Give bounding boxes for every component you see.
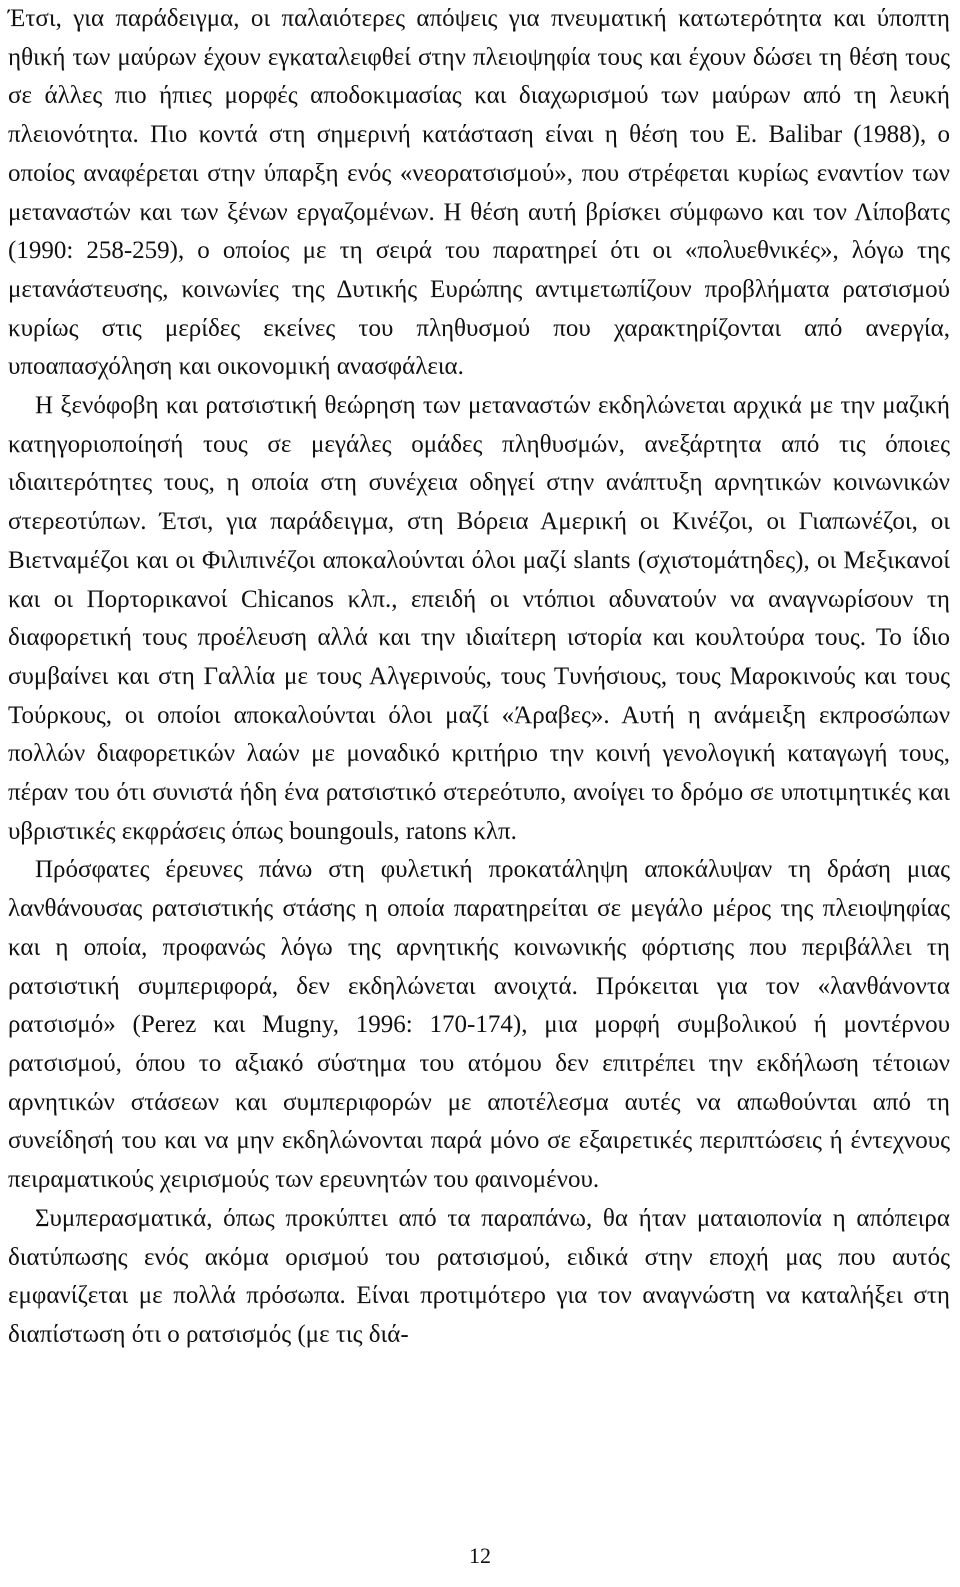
- paragraph-3: Πρόσφατες έρευνες πάνω στη φυλετική προκατάληψη αποκάλυψαν τη δράση μιας λανθάνουσας ρατσιστικής στάσης η οποία παρατηρείται σε μεγάλο μέρος της πλειοψηφίας και η οποία, προφανώς λόγω της αρνητικής κοινωνικής φόρτισης που περιβάλλει τη ρατσιστική συμπεριφορά, δεν εκδηλώνεται ανοιχτά. Πρόκειται για τον «λανθάνοντα ρατσισμό» (Perez και Mugny, 1996: 170-174), μια μορφή συμβολικού ή μοντέρνου ρατσισμού, όπου το αξιακό σύστημα του ατόμου δεν επιτρέπει την εκδήλωση τέτοιων αρνητικών στάσεων και συμπεριφορών με αποτέλεσμα αυτές να απωθούνται από τη συνείδησή του και να μην εκδηλώνονται παρά μόνο σε εξαιρετικές περιπτώσεις ή έντεχνους πειραματικούς χειρισμούς των ερευνητών του φαινομένου.: [8, 856, 950, 1194]
- document-page: [8, 0, 950, 1355]
- page-number: 12: [469, 1543, 491, 1568]
- paragraph-2: Η ξενόφοβη και ρατσιστική θεώρηση των μεταναστών εκδηλώνεται αρχικά με την μαζική κατηγοριοποίησή τους σε μεγάλες ομάδες πληθυσμών, ανεξάρτητα από τις όποιες ιδιαιτερότητες τους, η οποία στη συνέχεια οδηγεί στην ανάπτυξη αρνητικών κοινωνικών στερεοτύπων. Έτσι, για παράδειγμα, στη Βόρεια Αμερική οι Κινέζοι, οι Γιαπωνέζοι, οι Βιετναμέζοι και οι Φιλιπινέζοι αποκαλούνται όλοι μαζί slants (σχιστομάτηδες), οι Μεξικανοί και οι Πορτορικανοί Chicanos κλπ., επειδή οι ντόπιοι αδυνατούν να αναγνωρίσουν τη διαφορετική τους προέλευση αλλά και την ιδιαίτερη ιστορία και κουλτούρα τους. Το ίδιο συμβαίνει και στη Γαλλία με τους Αλγερινούς, τους Τυνήσιους, τους Μαροκινούς και τους Τούρκους, οι οποίοι αποκαλούνται όλοι μαζί «Άραβες». Αυτή η ανάμειξη εκπροσώπων πολλών διαφορετικών λαών με μοναδικό κριτήριο την κοινή γενολογική καταγωγή τους, πέραν του ότι συνιστά ήδη ένα ρατσιστικό στερεότυπο, ανοίγει το δρόμο σε υποτιμητικές και υβριστικές εκφράσεις όπως boungouls, ratons κλπ.: [8, 392, 950, 845]
- paragraph-1: Έτσι, για παράδειγμα, οι παλαιότερες απόψεις για πνευματική κατωτερότητα και ύποπτη ηθική των μαύρων έχουν εγκαταλειφθεί στην πλειοψηφία τους και έχουν δώσει τη θέση τους σε άλλες πιο ήπιες μορφές αποδοκιμασίας και διαχωρισμού των μαύρων από τη λευκή πλειονότητα. Πιο κοντά στη σημερινή κατάσταση είναι η θέση του E. Balibar (1988), ο οποίος αναφέρεται στην ύπαρξη ενός «νεορατσισμού», που στρέφεται κυρίως εναντίον των μεταναστών και των ξένων εργαζομένων. Η θέση αυτή βρίσκει σύμφωνο και τον Λίποβατς (1990: 258-259), ο οποίος με τη σειρά του παρατηρεί ότι οι «πολυεθνικές», λόγω της μετανάστευσης, κοινωνίες της Δυτικής Ευρώπης αντιμετωπίζουν προβλήματα ρατσισμού κυρίως στις μερίδες εκείνες του πληθυσμού που χαρακτηρίζονται από ανεργία, υποαπασχόληση και οικονομική ανασφάλεια.: [8, 5, 950, 381]
- paragraph-4: Συμπερασματικά, όπως προκύπτει από τα παραπάνω, θα ήταν ματαιοπονία η απόπειρα διατύπωσης ενός ακόμα ορισμού του ρατσισμού, ειδικά στην εποχή μας που αυτός εμφανίζεται με πολλά πρόσωπα. Είναι προτιμότερο για τον αναγνώστη να καταλήξει στη διαπίστωση ότι ο ρατσισμός (με τις διά-: [8, 1204, 950, 1348]
